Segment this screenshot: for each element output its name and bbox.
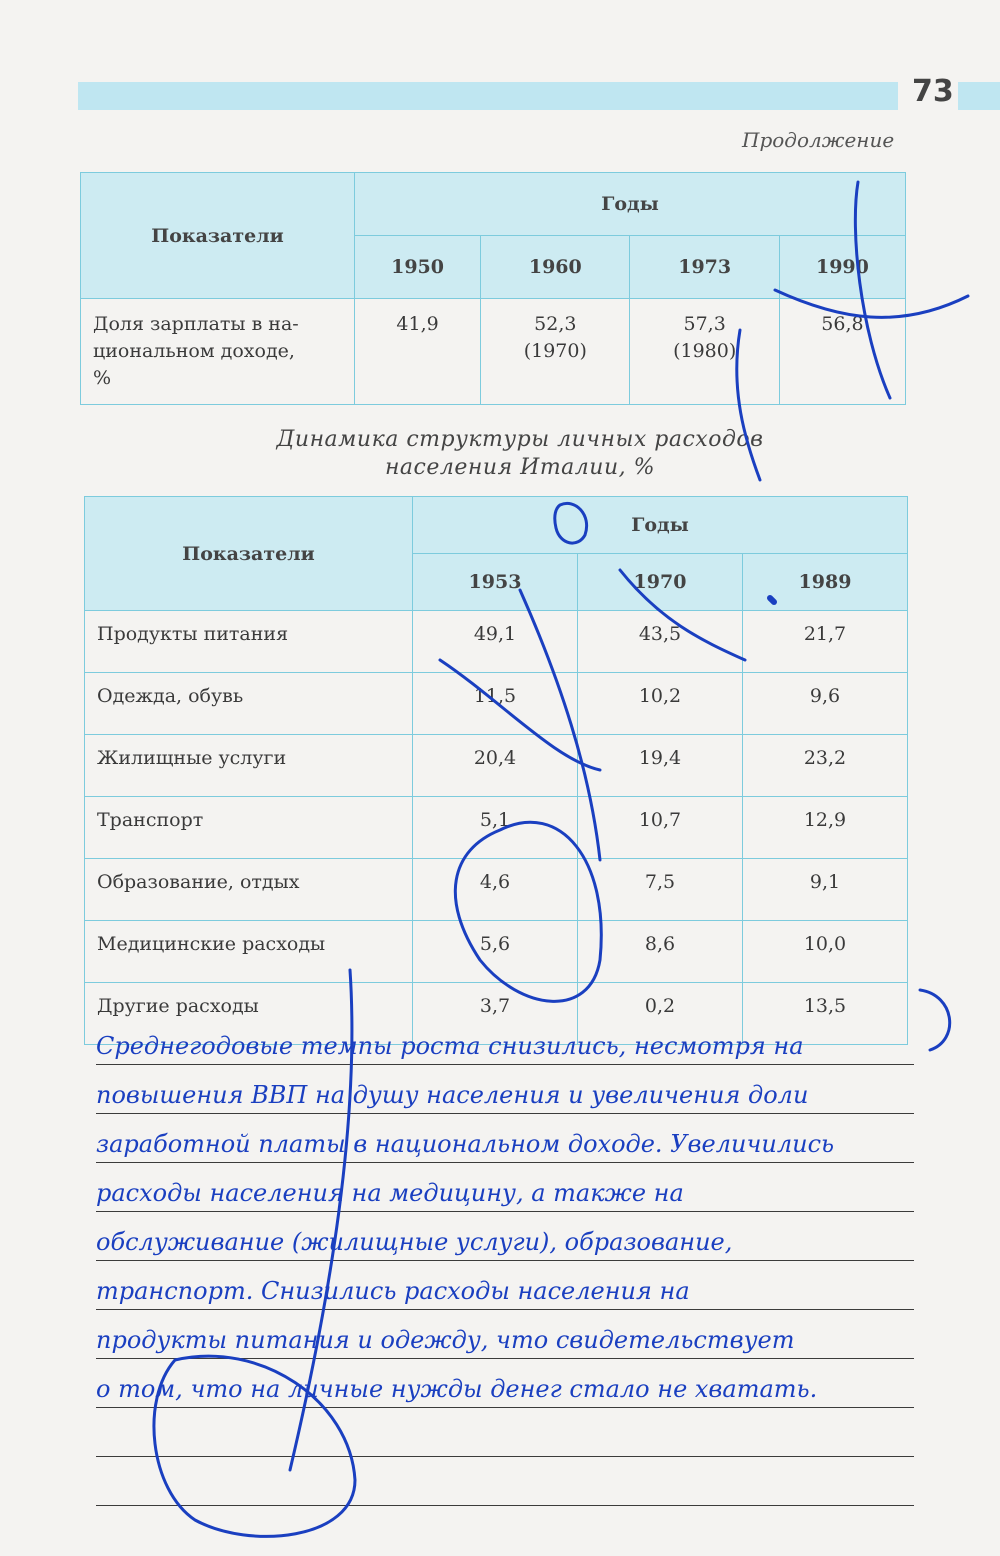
table-row [85, 859, 908, 921]
page-number: 73 [912, 74, 954, 109]
ruled-line [96, 1261, 914, 1310]
table2-cell: 21,7 [743, 611, 908, 673]
ruled-line [96, 1359, 914, 1408]
table2-cell: 23,2 [743, 735, 908, 797]
table1-year: 1950 [355, 236, 481, 299]
table-row [85, 611, 908, 673]
table1-year: 1960 [481, 236, 630, 299]
table2-cell: 9,6 [743, 673, 908, 735]
ruled-line [96, 1457, 914, 1506]
handwritten-answer [96, 1016, 914, 1506]
handwritten-text: о том, что на личные нужды денег стало не хватать. [96, 1375, 818, 1403]
table2-cell: 11,5 [413, 673, 578, 735]
table-row [85, 735, 908, 797]
table1-cell: 57,3 (1980) [630, 299, 779, 405]
table2-row-label: Жилищные услуги [85, 735, 413, 797]
continuation-label: Продолжение [742, 128, 895, 152]
ruled-line [96, 1114, 914, 1163]
table2-year: 1953 [413, 554, 578, 611]
table-row [85, 673, 908, 735]
table2-cell: 12,9 [743, 797, 908, 859]
handwritten-text: расходы населения на медицину, а также на [96, 1179, 684, 1207]
handwritten-text: повышения ВВП на душу населения и увеличения доли [96, 1081, 809, 1109]
table1-cell: 41,9 [355, 299, 481, 405]
expenses-table [84, 496, 908, 1045]
handwritten-text: транспорт. Снизились расходы населения на [96, 1277, 690, 1305]
table2-row-label: Образование, отдых [85, 859, 413, 921]
table1-header-years: Годы [355, 173, 906, 236]
handwritten-text: продукты питания и одежду, что свидетельствует [96, 1326, 795, 1354]
table2-cell: 5,1 [413, 797, 578, 859]
handwritten-text: Среднегодовые темпы роста снизились, несмотря на [96, 1032, 804, 1060]
ruled-line [96, 1163, 914, 1212]
table2-cell: 4,6 [413, 859, 578, 921]
table2-cell: 43,5 [578, 611, 743, 673]
table2-cell: 10,7 [578, 797, 743, 859]
table2-caption: Динамика структуры личных расходов населения Италии, % [276, 427, 764, 480]
table2-cell: 0,2 [578, 983, 743, 1045]
table1-year: 1990 [779, 236, 905, 299]
table2-cell: 10,0 [743, 921, 908, 983]
table-row [85, 921, 908, 983]
table2-cell: 20,4 [413, 735, 578, 797]
table2-cell: 10,2 [578, 673, 743, 735]
table2-cell: 9,1 [743, 859, 908, 921]
table2-header-indicator: Показатели [85, 497, 413, 611]
ruled-line [96, 1310, 914, 1359]
table-row [85, 797, 908, 859]
table2-cell: 7,5 [578, 859, 743, 921]
table2-year: 1989 [743, 554, 908, 611]
handwritten-text: заработной платы в национальном доходе. Увеличились [96, 1130, 835, 1158]
table2-cell: 3,7 [413, 983, 578, 1045]
table-row [81, 299, 906, 405]
table2-year: 1970 [578, 554, 743, 611]
table2-cell: 8,6 [578, 921, 743, 983]
table1-year: 1973 [630, 236, 779, 299]
handwritten-text: обслуживание (жилищные услуги), образование, [96, 1228, 733, 1256]
table1-row-label: Доля зарплаты в на- циональном доходе, % [81, 299, 355, 405]
table2-row-label: Продукты питания [85, 611, 413, 673]
table2-row-label: Другие расходы [85, 983, 413, 1045]
ruled-line [96, 1212, 914, 1261]
table2-row-label: Транспорт [85, 797, 413, 859]
table1-cell: 56,8 [779, 299, 905, 405]
table2-cell: 49,1 [413, 611, 578, 673]
table1-header-indicator: Показатели [81, 173, 355, 299]
ruled-line [96, 1065, 914, 1114]
margin-bracket [920, 990, 950, 1050]
table1-cell: 52,3 (1970) [481, 299, 630, 405]
table2-cell: 19,4 [578, 735, 743, 797]
table2-cell: 5,6 [413, 921, 578, 983]
table2-cell: 13,5 [743, 983, 908, 1045]
page-number-bar [958, 82, 1000, 110]
ruled-line [96, 1016, 914, 1065]
page-header-bar [78, 82, 898, 110]
table2-row-label: Одежда, обувь [85, 673, 413, 735]
table2-header-years: Годы [413, 497, 908, 554]
wage-share-table [80, 172, 906, 405]
ruled-line [96, 1408, 914, 1457]
table2-row-label: Медицинские расходы [85, 921, 413, 983]
